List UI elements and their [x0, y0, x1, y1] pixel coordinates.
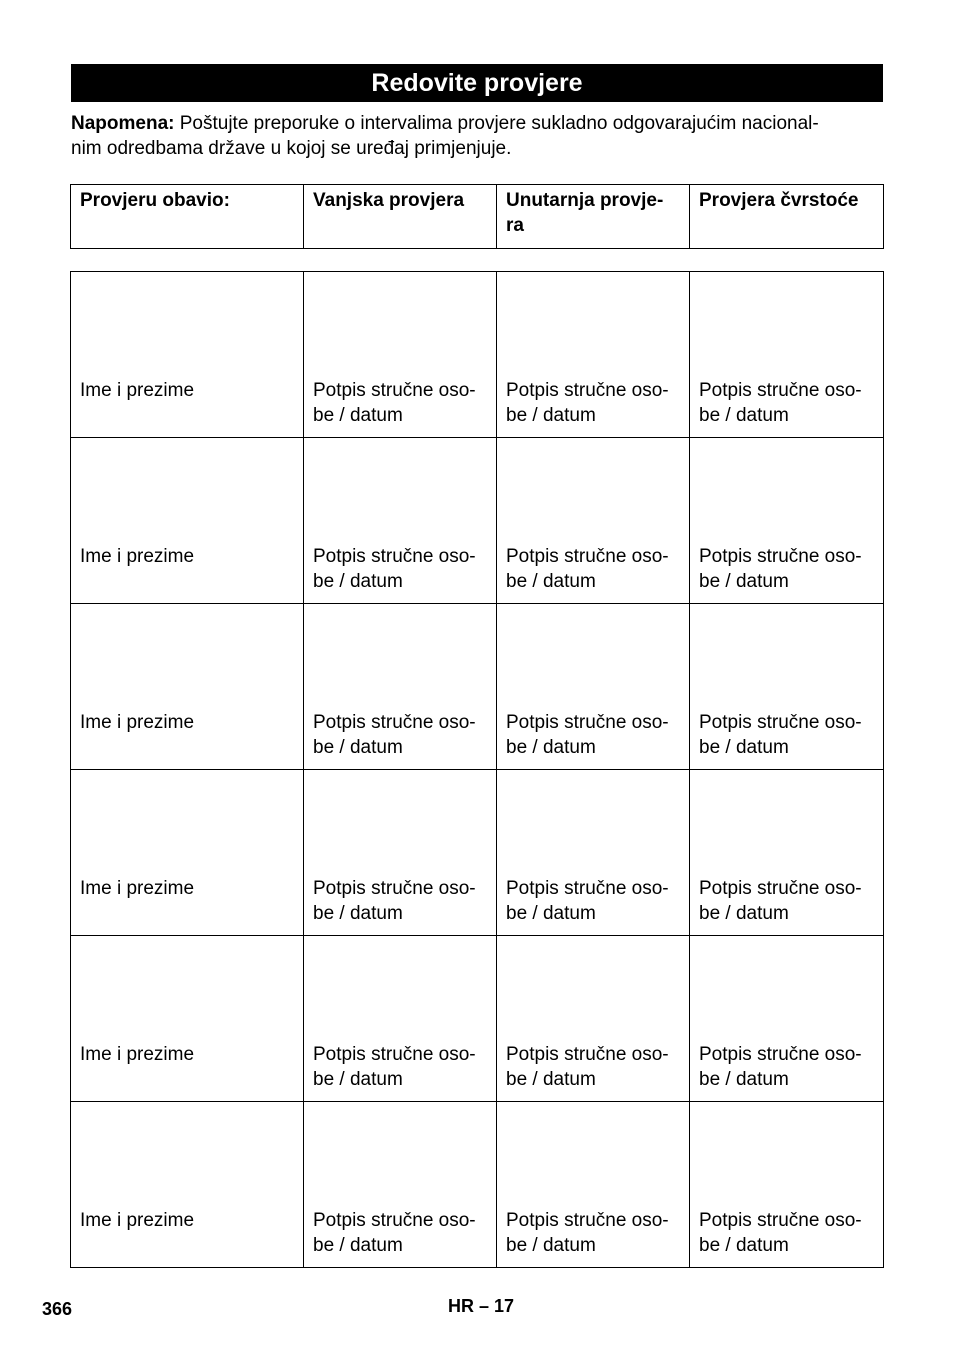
header-cell-performed-by: Provjeru obavio:: [71, 185, 304, 249]
table-row: [71, 438, 884, 604]
signature-label-line2: be / datum: [506, 571, 596, 592]
signature-label-line2: be / datum: [313, 1069, 403, 1090]
signature-cell-external[interactable]: [304, 770, 497, 936]
table-row: [71, 604, 884, 770]
signature-cell-strength[interactable]: [690, 1102, 884, 1268]
signature-label-line2: be / datum: [506, 737, 596, 758]
page-title: [71, 64, 883, 102]
name-cell[interactable]: [71, 770, 304, 936]
note-text: Poštujte preporuke o intervalima provjere sukladno odgovarajućim nacional-: [179, 113, 819, 134]
signature-cell-internal[interactable]: [497, 770, 690, 936]
signature-cell-strength[interactable]: [690, 272, 884, 438]
signature-label-line1: Potpis stručne oso-: [313, 878, 476, 899]
note-paragraph: [71, 111, 883, 161]
signature-cell-external[interactable]: [304, 604, 497, 770]
signature-label-line2: be / datum: [699, 737, 789, 758]
name-label: Ime i prezime: [80, 878, 195, 899]
signature-label-line2: be / datum: [313, 405, 403, 426]
note-label: Napomena:: [71, 113, 175, 134]
signature-cell-internal[interactable]: [497, 272, 690, 438]
name-label: Ime i prezime: [80, 712, 195, 733]
signature-label-line1: Potpis stručne oso-: [506, 380, 669, 401]
name-cell[interactable]: [71, 272, 304, 438]
signature-label-line2: be / datum: [313, 1235, 403, 1256]
table-row: [71, 936, 884, 1102]
signature-label-line2: be / datum: [699, 571, 789, 592]
signature-label-line2: be / datum: [699, 1235, 789, 1256]
signature-label-line2: be / datum: [699, 1069, 789, 1090]
signature-cell-internal[interactable]: [497, 1102, 690, 1268]
signature-label-line2: be / datum: [506, 903, 596, 924]
signature-cell-internal[interactable]: [497, 604, 690, 770]
signature-label-line1: Potpis stručne oso-: [699, 712, 862, 733]
signature-label-line1: Potpis stručne oso-: [313, 1044, 476, 1065]
signature-cell-internal[interactable]: [497, 936, 690, 1102]
name-cell[interactable]: [71, 936, 304, 1102]
signature-label-line2: be / datum: [699, 903, 789, 924]
name-label: Ime i prezime: [80, 1044, 195, 1065]
signature-label-line1: Potpis stručne oso-: [699, 546, 862, 567]
signature-cell-external[interactable]: [304, 438, 497, 604]
header-internal-line1: Unutarnja provje-: [506, 190, 664, 211]
name-label: Ime i prezime: [80, 546, 195, 567]
signature-cell-external[interactable]: [304, 272, 497, 438]
signature-label-line1: Potpis stručne oso-: [313, 380, 476, 401]
name-cell[interactable]: [71, 438, 304, 604]
name-label: Ime i prezime: [80, 380, 195, 401]
signature-cell-internal[interactable]: [497, 438, 690, 604]
signature-label-line2: be / datum: [506, 405, 596, 426]
inspection-table: [70, 271, 884, 1268]
signature-cell-strength[interactable]: [690, 770, 884, 936]
header-internal-line2: ra: [506, 215, 524, 236]
signature-cell-external[interactable]: [304, 1102, 497, 1268]
signature-label-line2: be / datum: [313, 903, 403, 924]
signature-label-line2: be / datum: [313, 571, 403, 592]
inspection-rows: [71, 272, 884, 1268]
table-row: [71, 770, 884, 936]
page-number: 366: [42, 1299, 73, 1319]
header-cell-external-check: Vanjska provjera: [304, 185, 497, 249]
signature-label-line2: be / datum: [506, 1235, 596, 1256]
signature-label-line1: Potpis stručne oso-: [699, 380, 862, 401]
header-cell-internal-check: [497, 185, 690, 249]
signature-label-line1: Potpis stručne oso-: [506, 546, 669, 567]
signature-cell-strength[interactable]: [690, 438, 884, 604]
footer-label: HR – 17: [448, 1296, 515, 1316]
table-row: [71, 1102, 884, 1268]
header-cell-strength-check: Provjera čvrstoće: [690, 185, 884, 249]
signature-label-line1: Potpis stručne oso-: [506, 878, 669, 899]
signature-label-line1: Potpis stručne oso-: [313, 546, 476, 567]
signature-label-line1: Potpis stručne oso-: [699, 878, 862, 899]
signature-label-line1: Potpis stručne oso-: [699, 1210, 862, 1231]
signature-label-line1: Potpis stručne oso-: [313, 1210, 476, 1231]
page-title-text: Redovite provjere: [371, 68, 583, 97]
header-row: [71, 185, 884, 249]
signature-cell-strength[interactable]: [690, 604, 884, 770]
note-text-line2: nim odredbama države u kojoj se uređaj primjenjuje.: [71, 138, 512, 159]
table-row: [71, 272, 884, 438]
signature-label-line1: Potpis stručne oso-: [699, 1044, 862, 1065]
signature-label-line2: be / datum: [506, 1069, 596, 1090]
signature-cell-strength[interactable]: [690, 936, 884, 1102]
signature-label-line2: be / datum: [313, 737, 403, 758]
name-cell[interactable]: [71, 604, 304, 770]
signature-cell-external[interactable]: [304, 936, 497, 1102]
signature-label-line1: Potpis stručne oso-: [313, 712, 476, 733]
signature-label-line1: Potpis stručne oso-: [506, 1210, 669, 1231]
signature-label-line1: Potpis stručne oso-: [506, 1044, 669, 1065]
header-table: [70, 184, 884, 249]
name-cell[interactable]: [71, 1102, 304, 1268]
signature-label-line2: be / datum: [699, 405, 789, 426]
signature-label-line1: Potpis stručne oso-: [506, 712, 669, 733]
name-label: Ime i prezime: [80, 1210, 195, 1231]
